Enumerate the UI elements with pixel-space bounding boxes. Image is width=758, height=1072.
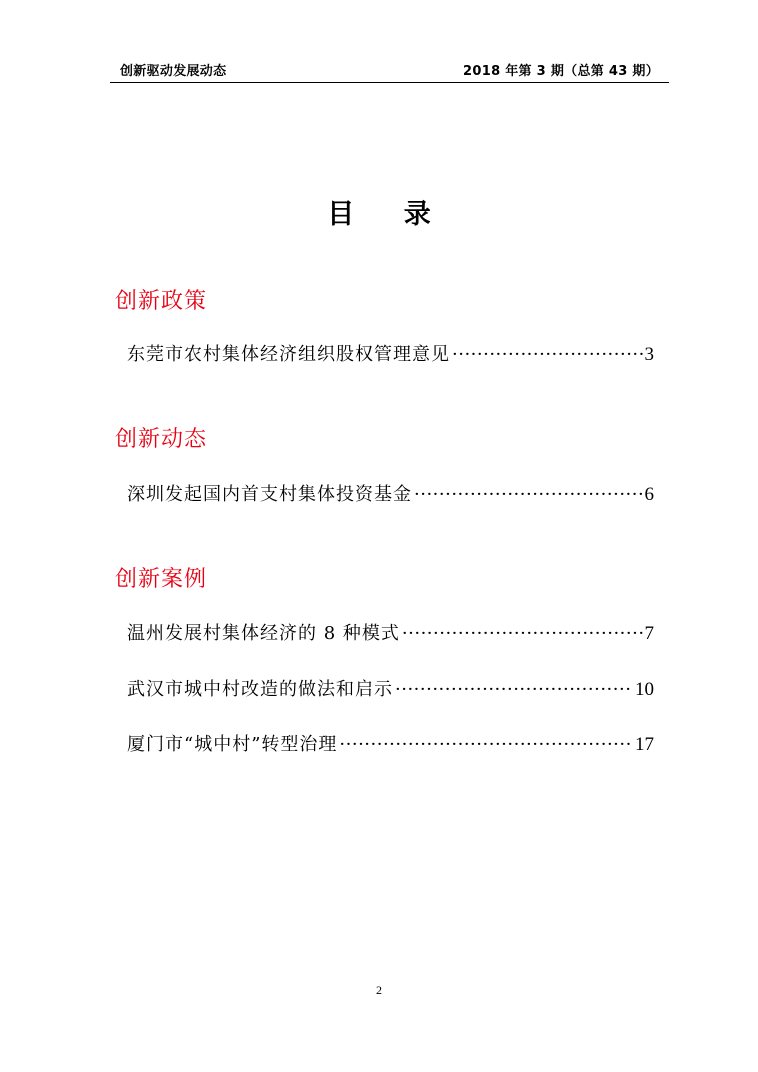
page-number: 2 [376, 983, 382, 997]
toc-entry-title: 温州发展村集体经济的 8 种模式 [127, 623, 400, 644]
toc-entry[interactable] [127, 340, 654, 366]
toc-entry-page: 10 [635, 679, 654, 700]
toc-entry-title: 武汉市城中村改造的做法和启示 [127, 679, 393, 700]
dot-leader [414, 484, 643, 505]
toc-entry-page: 17 [635, 734, 654, 755]
section-heading-cases: 创新案例 [115, 567, 208, 592]
toc-entry-title: 厦门市“城中村”转型治理 [127, 734, 338, 755]
toc-entry[interactable] [127, 480, 654, 506]
issue-info: 2018 年第 3 期（总第 43 期） [463, 64, 659, 79]
toc-entry[interactable] [127, 619, 654, 645]
section-heading-news: 创新动态 [115, 427, 208, 452]
toc-title: 目 录 [327, 199, 451, 230]
toc-entry-title: 东莞市农村集体经济组织股权管理意见 [127, 344, 450, 365]
dot-leader [452, 344, 643, 365]
section-heading-policy: 创新政策 [115, 289, 208, 314]
toc-entry-page: 6 [644, 484, 654, 505]
page-header [110, 56, 669, 83]
toc-entry-page: 7 [644, 623, 654, 644]
publication-name: 创新驱动发展动态 [120, 64, 227, 79]
toc-entry-title: 深圳发起国内首支村集体投资基金 [127, 484, 412, 505]
dot-leader [339, 734, 633, 755]
dot-leader [395, 679, 633, 700]
toc-entry-page: 3 [644, 344, 654, 365]
dot-leader [402, 623, 643, 644]
toc-entry[interactable] [127, 730, 654, 756]
toc-entry[interactable] [127, 675, 654, 701]
